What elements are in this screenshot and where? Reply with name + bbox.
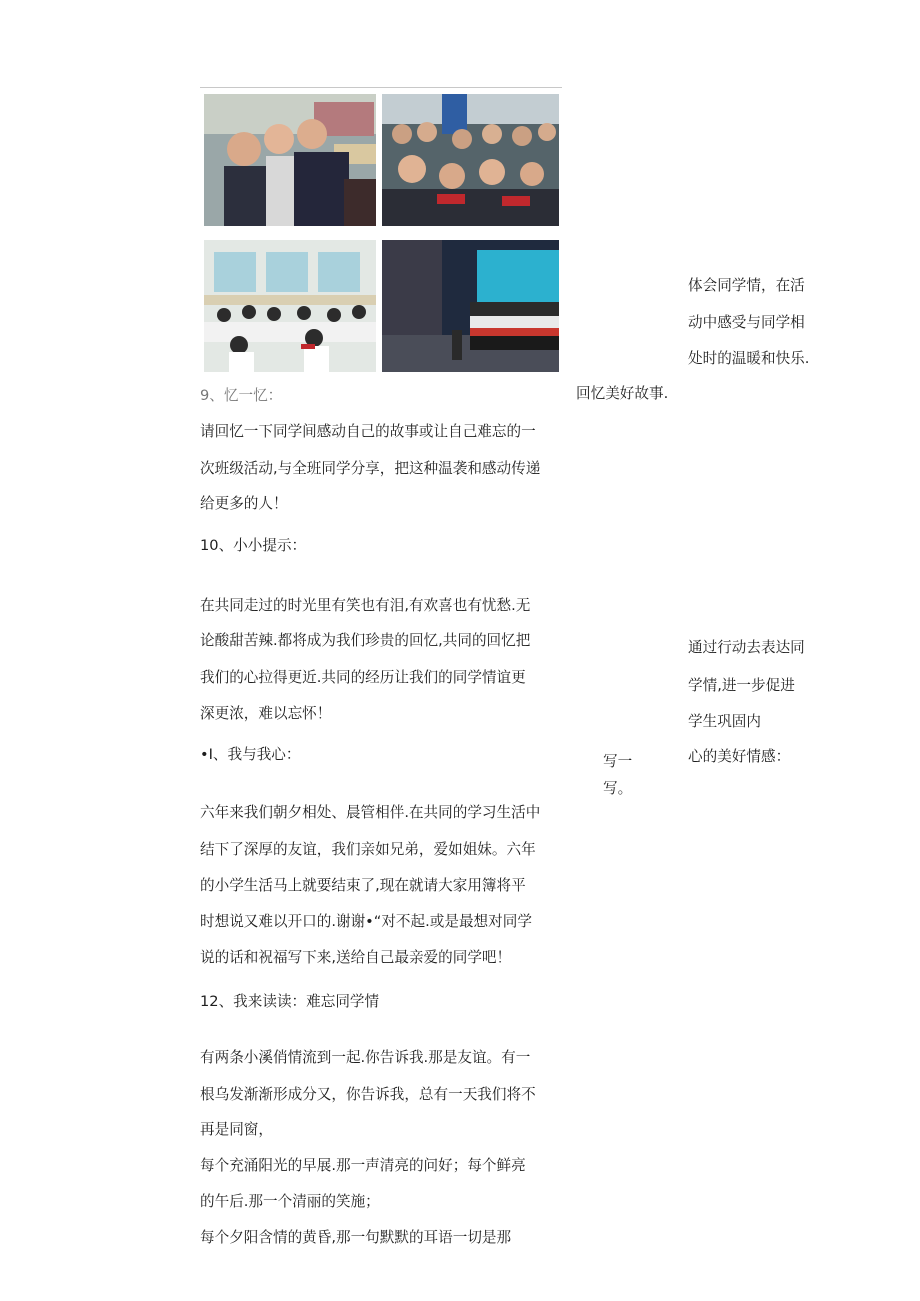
photo-stage-performance	[382, 240, 559, 372]
section-10-line: 论酸甜苦辣.都将成为我们珍贵的回忆,共同的回忆把	[200, 632, 531, 649]
purpose-2-line: 学情,进一步促进	[688, 677, 795, 694]
section-11-heading: •I、我与我心：	[200, 746, 301, 763]
section-9-line: 给更多的人！	[200, 495, 288, 512]
section-9-line: 次班级活动,与全班同学分享，把这种温袭和感动传递	[200, 460, 541, 477]
section-12-heading: 12、我来读读：难忘同学情	[200, 993, 380, 1010]
photo-class-group	[382, 94, 559, 226]
section-12-line: 每个充涌阳光的早展.那一声清亮的问好；每个鲜亮	[200, 1157, 526, 1174]
section-11-line: 六年来我们朝夕相处、晨管相伴.在共同的学习生活中	[200, 804, 541, 821]
section-9-line: 请回忆一下同学间感动自己的故事或让自己难忘的一	[200, 423, 536, 440]
purpose-2-line: 通过行动去表达同	[688, 639, 805, 656]
purpose-2-line: 学生巩固内	[688, 713, 761, 730]
section-10-heading: 10、小小提示：	[200, 537, 307, 554]
section-10-line: 深更浓，难以忘怀！	[200, 705, 332, 722]
section-10-line: 在共同走过的时光里有笑也有泪,有欢喜也有忧愁.无	[200, 597, 531, 614]
section-12-line: 根乌发渐渐形成分又，你告诉我，总有一天我们将不	[200, 1086, 536, 1103]
activity-write-line1: 写一	[603, 753, 633, 770]
section-10-line: 我们的心拉得更近.共同的经历让我们的同学情谊更	[200, 669, 526, 686]
section-12-line: 再是同窗，	[200, 1121, 273, 1138]
section-11-line: 说的话和祝福写下来,送给自己最亲爱的同学吧！	[200, 949, 512, 966]
photo-students-closeup	[204, 94, 376, 226]
purpose-1-line: 处时的温暖和快乐.	[688, 350, 810, 367]
section-11-line: 时想说又难以开口的.谢谢•“对不起.或是最想对同学	[200, 913, 532, 930]
activity-write-line2: 写。	[603, 780, 633, 797]
purpose-2-line: 心的美好情感：	[688, 748, 791, 765]
section-12-line: 有两条小溪俏情流到一起.你告诉我.那是友谊。有一	[200, 1049, 531, 1066]
photo-classroom	[204, 240, 376, 372]
purpose-1-line: 体会同学情，在活	[688, 277, 805, 294]
section-11-line: 结下了深厚的友谊，我们亲如兄弟，爱如姐妹。六年	[200, 841, 536, 858]
top-rule	[200, 87, 562, 88]
section-12-line: 每个夕阳含情的黄昏,那一句默默的耳语一切是那	[200, 1229, 512, 1246]
purpose-1-line: 动中感受与同学相	[688, 314, 805, 331]
section-12-line: 的午后.那一个清丽的笑施；	[200, 1193, 380, 1210]
section-11-line: 的小学生活马上就要结束了,现在就请大家用簿将平	[200, 877, 526, 894]
activity-recall-story: 回忆美好故事.	[576, 385, 669, 402]
section-9-heading: 9、忆一忆：	[200, 387, 283, 404]
